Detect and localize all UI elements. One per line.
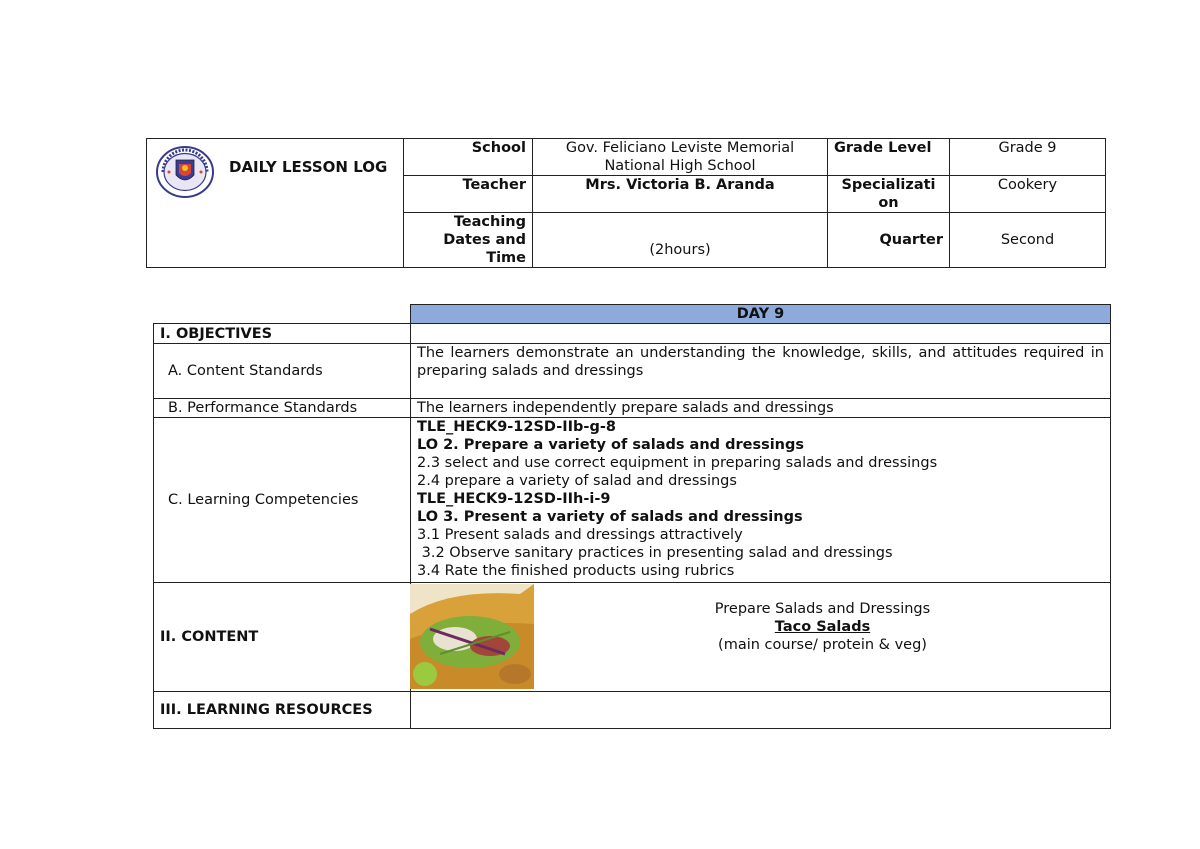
teaching-dates-label-line3: Time — [486, 250, 526, 266]
competency-code: TLE_HECK9-12SD-IIh-i-9 — [417, 491, 611, 507]
learning-resources-heading: III. LEARNING RESOURCES — [154, 692, 411, 729]
header-table — [146, 138, 1106, 268]
content-text — [535, 600, 1110, 654]
learning-outcome: LO 3. Present a variety of salads and dressings — [417, 509, 803, 525]
competency-item: 3.4 Rate the finished products using rubrics — [417, 563, 735, 579]
school-value-line1: Gov. Feliciano Leviste Memorial — [565, 140, 795, 156]
specialization-value: Cookery — [950, 176, 1106, 213]
quarter-label: Quarter — [828, 213, 950, 268]
learning-resources-empty-cell — [411, 692, 1111, 729]
learning-competencies-list — [411, 418, 1111, 583]
content-topic: Prepare Salads and Dressings — [714, 601, 931, 617]
grade-level-value: Grade 9 — [950, 139, 1106, 176]
specialization-label-line1: Specializati — [841, 177, 936, 193]
learning-outcome: LO 2. Prepare a variety of salads and dressings — [417, 437, 805, 453]
school-label: School — [404, 139, 533, 176]
deped-seal-icon — [155, 145, 215, 199]
quarter-value: Second — [950, 213, 1106, 268]
teacher-label: Teacher — [404, 176, 533, 213]
content-standards-text: The learners demonstrate an understanding the knowledge, skills, and attitudes required in preparing salads and dressings — [411, 344, 1111, 399]
school-value-line2: National High School — [604, 158, 756, 174]
teaching-dates-label — [404, 213, 533, 268]
teacher-value: Mrs. Victoria B. Aranda — [533, 176, 828, 213]
competency-item: 3.1 Present salads and dressings attractively — [417, 527, 743, 543]
competency-item: 2.3 select and use correct equipment in preparing salads and dressings — [417, 455, 938, 471]
performance-standards-label: B. Performance Standards — [154, 399, 411, 418]
content-heading: II. CONTENT — [154, 583, 411, 692]
taco-salad-image — [410, 584, 534, 689]
performance-standards-text: The learners independently prepare salads and dressings — [411, 399, 1111, 418]
content-subtitle: (main course/ protein & veg) — [718, 637, 927, 653]
blank-corner — [154, 305, 411, 324]
grade-level-label: Grade Level — [828, 139, 950, 176]
title-cell — [147, 139, 404, 268]
competency-item: 2.4 prepare a variety of salad and dressings — [417, 473, 737, 489]
specialization-label-line2: on — [878, 195, 899, 211]
specialization-label — [828, 176, 950, 213]
teaching-dates-label-line1: Teaching — [453, 214, 526, 230]
teaching-dates-value: (2hours) — [533, 213, 828, 268]
competency-item: 3.2 Observe sanitary practices in presenting salad and dressings — [417, 545, 893, 561]
day-heading: DAY 9 — [411, 305, 1111, 324]
content-standards-label: A. Content Standards — [154, 344, 411, 399]
content-title: Taco Salads — [774, 619, 871, 635]
objectives-empty-cell — [411, 324, 1111, 344]
page-title: DAILY LESSON LOG — [229, 158, 388, 176]
content-cell — [411, 583, 1111, 692]
competency-code: TLE_HECK9-12SD-IIb-g-8 — [417, 419, 616, 435]
objectives-heading: I. OBJECTIVES — [154, 324, 411, 344]
learning-competencies-label: C. Learning Competencies — [154, 418, 411, 583]
lesson-table — [153, 304, 1111, 729]
teaching-dates-label-line2: Dates and — [443, 232, 526, 248]
school-value — [533, 139, 828, 176]
